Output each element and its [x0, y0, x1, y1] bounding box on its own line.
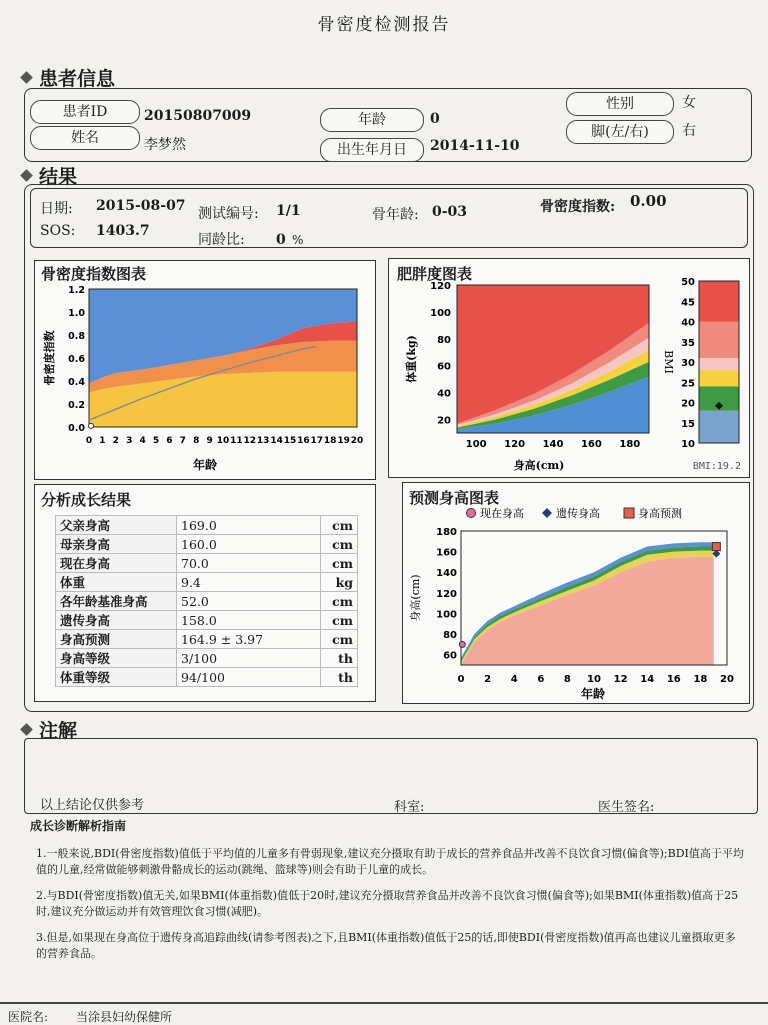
- growth-value: 158.0: [177, 611, 321, 630]
- obesity-chart-title: 肥胖度图表: [397, 265, 473, 283]
- growth-row: [56, 535, 358, 554]
- growth-row: [56, 630, 358, 649]
- x-tick-label: 19: [337, 436, 350, 446]
- legend-label: 现在身高: [480, 507, 524, 520]
- growth-value: 94/100: [177, 668, 321, 687]
- y-tick-label: 120: [436, 588, 457, 600]
- y-tick-label: 140: [436, 568, 457, 580]
- x-tick-label: 160: [580, 439, 602, 450]
- x-tick-label: 15: [283, 436, 297, 446]
- x-tick-label: 10: [216, 436, 230, 446]
- growth-value: 169.0: [177, 516, 321, 535]
- patient-name-label: 姓名: [30, 126, 140, 150]
- growth-row: [56, 668, 358, 687]
- y-axis-label: 骨密度指数: [43, 330, 56, 386]
- x-tick-label: 1: [99, 436, 106, 446]
- bone-age-value: 0-03: [432, 204, 468, 220]
- bmi-band-2: [699, 370, 739, 386]
- x-tick-label: 10: [587, 674, 601, 685]
- x-tick-label: 6: [166, 436, 173, 446]
- x-tick-label: 4: [139, 436, 146, 446]
- x-tick-label: 3: [126, 436, 133, 446]
- bmi-tick-label: 30: [681, 358, 695, 369]
- y-tick-label: 160: [436, 547, 457, 559]
- x-tick-label: 180: [619, 439, 641, 450]
- bmi-tick-label: 45: [681, 297, 695, 309]
- growth-unit: kg: [321, 573, 358, 592]
- bdi-chart-svg: [35, 261, 375, 479]
- growth-label: 身高等级: [56, 649, 177, 668]
- growth-title: 分析成长结果: [41, 491, 132, 509]
- patient-section-head: [22, 64, 115, 91]
- age-value: 0: [430, 111, 440, 127]
- bmi-band-4: [699, 322, 739, 358]
- disclaimer: 以上结论仅供参考: [40, 798, 145, 813]
- test-date-label: 日期:: [40, 201, 73, 217]
- growth-row: [56, 573, 358, 592]
- x-tick-label: 20: [720, 674, 734, 685]
- growth-unit: cm: [321, 592, 358, 611]
- peer-ratio-unit: %: [292, 233, 304, 247]
- bmi-tick-label: 40: [681, 317, 695, 329]
- dob-label: 出生年月日: [320, 138, 424, 162]
- y-tick-label: 1.2: [68, 285, 85, 296]
- growth-unit: th: [321, 668, 358, 687]
- y-tick-label: 80: [437, 334, 451, 346]
- growth-label: 身高预测: [56, 630, 177, 649]
- patient-name-value: 李梦然: [144, 137, 186, 153]
- growth-unit: cm: [321, 611, 358, 630]
- guide-title: 成长诊断解析指南: [30, 819, 127, 833]
- growth-row: [56, 649, 358, 668]
- bmi-band-0: [699, 411, 739, 443]
- y-tick-label: 20: [437, 415, 451, 427]
- guide-paragraph-3: 3.但是,如果现在身高位于遗传身高追踪曲线(请参考图表)之下,且BMI(体重指数)值低于25的话,即使BDI(骨密度指数)值再高也建议儿童摄取更多的营养食品。: [36, 931, 736, 960]
- sex-label: 性别: [566, 92, 674, 116]
- legend-predict-icon: [624, 508, 634, 518]
- x-tick-label: 12: [243, 436, 257, 446]
- growth-unit: cm: [321, 516, 358, 535]
- x-tick-label: 16: [297, 436, 310, 446]
- x-tick-label: 4: [510, 674, 518, 685]
- x-tick-label: 20: [350, 436, 364, 446]
- x-tick-label: 140: [542, 439, 564, 450]
- x-tick-label: 13: [256, 436, 270, 446]
- diamond-icon: [20, 71, 33, 84]
- growth-unit: cm: [321, 535, 358, 554]
- obesity-chart-svg: [389, 259, 749, 477]
- bmi-axis-label: BMI: [662, 350, 675, 374]
- y-tick-label: 180: [436, 527, 457, 538]
- growth-value: 160.0: [177, 535, 321, 554]
- x-tick-label: 0: [457, 674, 465, 685]
- height-chart-svg: [403, 483, 749, 703]
- result-section-title: 结果: [39, 166, 78, 188]
- height-chart-panel: [402, 482, 750, 704]
- test-date-value: 2015-08-07: [96, 198, 186, 214]
- growth-unit: cm: [321, 630, 358, 649]
- x-tick-label: 14: [640, 674, 655, 685]
- legend-current-icon: [467, 509, 476, 518]
- x-tick-label: 100: [465, 439, 487, 450]
- y-axis-label: 体重(kg): [405, 335, 418, 383]
- bmi-tick-label: 25: [681, 378, 695, 390]
- bmi-tick-label: 20: [681, 398, 695, 410]
- x-axis-label: 身高(cm): [513, 459, 565, 472]
- y-tick-label: 60: [443, 650, 457, 662]
- bmi-readout: BMI:19.2: [692, 461, 741, 472]
- x-tick-label: 8: [193, 436, 200, 446]
- diamond-icon: [20, 723, 33, 736]
- x-tick-label: 9: [206, 436, 213, 446]
- doctor-signature-label: 医生签名:: [598, 800, 655, 815]
- growth-label: 父亲身高: [56, 516, 177, 535]
- y-axis-label: 身高(cm): [409, 574, 422, 622]
- obesity-chart-panel: [388, 258, 750, 478]
- x-tick-label: 11: [230, 436, 243, 446]
- diamond-icon: [20, 169, 33, 182]
- test-number-value: 1/1: [276, 203, 301, 219]
- report-title: 骨密度检测报告: [317, 15, 451, 35]
- growth-value: 52.0: [177, 592, 321, 611]
- guide-paragraph-1: 1.一般来说,BDI(骨密度指数)值低于平均值的儿童多有骨弱现象,建议充分摄取有助于成长的营养食品并改善不良饮食习惯(偏食等);BDI值高于平均值的儿童,经常做能够刺激骨骼成长的运动(跳绳、篮球等)则会有助于儿童的成长。: [36, 847, 744, 876]
- growth-value: 3/100: [177, 649, 321, 668]
- growth-label: 现在身高: [56, 554, 177, 573]
- sos-value: 1403.7: [96, 223, 150, 239]
- y-tick-label: 40: [437, 388, 451, 400]
- growth-row: [56, 554, 358, 573]
- growth-value: 9.4: [177, 573, 321, 592]
- x-tick-label: 5: [152, 436, 160, 446]
- growth-label: 体重等级: [56, 668, 177, 687]
- growth-value: 164.9 ± 3.97: [177, 630, 321, 649]
- growth-unit: th: [321, 649, 358, 668]
- current-height-point: [459, 641, 465, 647]
- hospital-label: 医院名:: [8, 1010, 49, 1024]
- guide-paragraph-2: 2.与BDI(骨密度指数)值无关,如果BMI(体重指数)值低于20时,建议充分摄取营养食品并改善不良饮食习惯(偏食等);如果BMI(体重指数)值高于25时,建议充分做运动并有效管理饮食习惯(减肥)。: [36, 889, 739, 918]
- x-tick-label: 2: [484, 674, 492, 685]
- x-tick-label: 7: [179, 436, 186, 446]
- guide-block: [26, 818, 746, 972]
- x-tick-label: 16: [666, 674, 681, 685]
- bmi-band-5: [699, 281, 739, 322]
- bdi-value: 0.00: [630, 192, 667, 210]
- bmi-tick-label: 50: [681, 277, 695, 288]
- hospital-value: 当涂县妇幼保健所: [76, 1010, 173, 1024]
- y-tick-label: 100: [430, 307, 451, 319]
- x-tick-label: 0: [85, 436, 93, 446]
- growth-label: 体重: [56, 573, 177, 592]
- x-tick-label: 18: [693, 674, 708, 685]
- growth-value: 70.0: [177, 554, 321, 573]
- height-chart-title: 预测身高图表: [409, 489, 500, 507]
- peer-ratio-value: 0: [276, 232, 286, 248]
- patient-id-label: 患者ID: [30, 100, 140, 124]
- dob-value: 2014-11-10: [430, 138, 520, 154]
- y-tick-label: 0.6: [68, 354, 85, 365]
- growth-label: 遗传身高: [56, 611, 177, 630]
- footer-divider: [0, 1002, 768, 1004]
- x-tick-label: 14: [270, 436, 283, 446]
- bdi-label: 骨密度指数:: [540, 199, 616, 215]
- bdi-chart-title: 骨密度指数图表: [41, 265, 147, 283]
- growth-label: 母亲身高: [56, 535, 177, 554]
- x-tick-label: 17: [310, 436, 324, 446]
- growth-row: [56, 611, 358, 630]
- age-label: 年龄: [320, 108, 424, 132]
- department-label: 科室:: [394, 800, 425, 815]
- x-tick-label: 6: [537, 674, 545, 685]
- x-tick-label: 12: [613, 674, 628, 685]
- patient-section-title: 患者信息: [39, 68, 116, 90]
- x-axis-label: 年龄: [580, 687, 606, 701]
- growth-unit: cm: [321, 554, 358, 573]
- y-tick-label: 120: [430, 281, 451, 292]
- test-number-label: 测试编号:: [198, 206, 259, 222]
- y-tick-label: 60: [437, 361, 451, 373]
- bmi-tick-label: 35: [681, 337, 695, 349]
- growth-label: 各年龄基准身高: [56, 592, 177, 611]
- growth-row: [56, 592, 358, 611]
- bmi-tick-label: 15: [681, 418, 695, 430]
- legend-label: 身高预测: [638, 507, 682, 520]
- bone-age-label: 骨年龄:: [372, 207, 419, 223]
- x-tick-label: 120: [504, 439, 526, 450]
- x-tick-label: 8: [563, 674, 571, 685]
- growth-table: [55, 515, 358, 687]
- y-tick-label: 100: [436, 609, 457, 621]
- x-tick-label: 18: [323, 436, 337, 446]
- peer-ratio-label: 同龄比:: [198, 232, 245, 248]
- y-tick-label: 0.0: [68, 423, 85, 434]
- bdi-current-marker: [89, 423, 94, 428]
- y-tick-label: 0.8: [68, 331, 85, 342]
- bdi-chart-panel: [34, 260, 376, 480]
- sex-value: 女: [682, 95, 696, 111]
- x-axis-label: 年龄: [192, 458, 218, 472]
- foot-label: 脚(左/右): [566, 120, 674, 144]
- bmi-tick-label: 10: [681, 439, 695, 450]
- y-tick-label: 0.2: [68, 400, 85, 411]
- predicted-height-point: [712, 543, 720, 551]
- growth-row: [56, 516, 358, 535]
- foot-value: 右: [682, 123, 696, 139]
- y-tick-label: 80: [443, 630, 457, 642]
- bmi-band-3: [699, 358, 739, 370]
- y-tick-label: 0.4: [68, 377, 85, 388]
- notes-section-title: 注解: [39, 720, 78, 742]
- legend-genetic-icon: [542, 508, 552, 518]
- sos-label: SOS:: [40, 223, 76, 239]
- patient-id-value: 20150807009: [144, 108, 252, 124]
- growth-panel: [34, 484, 376, 702]
- y-tick-label: 1.0: [68, 308, 85, 319]
- chart-band-0: [461, 557, 714, 665]
- x-tick-label: 2: [112, 436, 119, 446]
- legend-label: 遗传身高: [556, 507, 600, 520]
